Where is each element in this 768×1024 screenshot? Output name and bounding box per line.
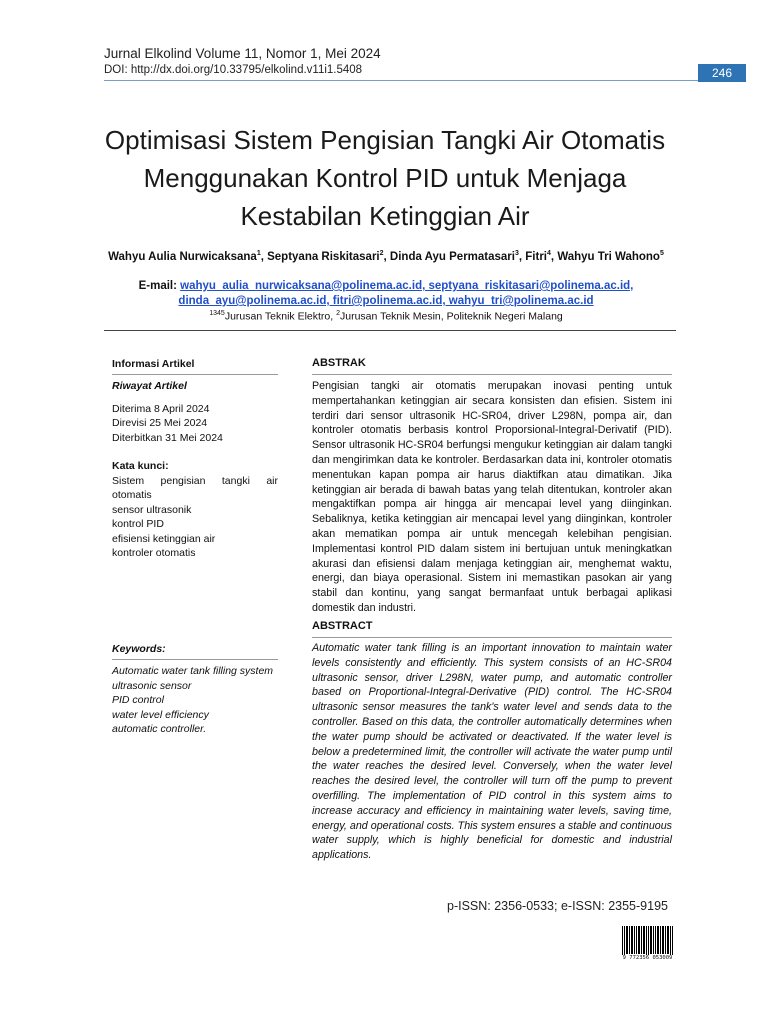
keyword-item: kontrol PID — [112, 518, 164, 530]
email-label: E-mail: — [138, 280, 177, 292]
revised-date: Direvisi 25 Mei 2024 — [112, 417, 208, 429]
keywords-divider — [112, 659, 278, 660]
author-name: Dinda Ayu Permatasari — [389, 250, 515, 263]
barcode-number: 9 772356 053009 — [620, 955, 675, 961]
keywords-id-heading: Kata kunci: — [112, 460, 169, 472]
abstrak-text: Pengisian tangki air otomatis merupakan inovasi penting untuk mempertahankan ketinggian air secara konsisten dan efisien. Sistem ini terdiri dari sensor ultrasonik HC-SR04, driver L298N, pompa air, dan kontroler otomatis berbasis kontrol Proporsional-Integral-Derivatif (PID). Sensor ultrasonik HC-SR04 berfungsi mengukur ketinggian air dalam tangki dan mengirimkan data ke kontroler. Berdasarkan data ini, kontroler otomatis menentukan kapan pompa air harus diaktifkan atau dimatikan. Jika ketinggian air berada di bawah batas yang telah ditentukan, kontroler akan mengaktifkan pompa air hingga air mencapai level yang diinginkan. Sebaliknya, ketika ketinggian air mencapai level yang diinginkan, kontroler akan mematikan pompa air untuk mencegah kelebihan pengisian. Implementasi kontrol PID dalam sistem ini bertujuan untuk meningkatkan akurasi dan efisiensi dalam menjaga ketinggian air, menghemat waktu, energi, dan biaya operasional. Sistem ini memastikan pasokan air yang stabil dan kontinu, yang sangat bermanfaat untuk berbagai aplikasi domestik dan industri. — [312, 380, 672, 614]
keyword-item: water level efficiency — [112, 708, 209, 721]
abstract-text: Automatic water tank filling is an important innovation to maintain water levels consistently and efficiently. This system consists of an HC-SR04 ultrasonic sensor, driver L298N, water pump, and automatic controller based on Proportional-Integral-Derivative (PID) control. The HC-SR04 ultrasonic sensor measures the tank's water level and sends data to the controller. Based on this data, the controller automatically determines when the water pump should be activated or deactivated. If the water level is below a predetermined limit, the controller will activate the water pump until the water reaches the desired level. Conversely, when the water level reaches the desired level, the controller will turn off the pump to prevent overfilling. The implementation of PID control in this system aims to increase accuracy and efficiency in maintaining water levels, saving time, energy, and operational costs. This system ensures a stable and continuous water supply, which is highly beneficial for domestic and industrial applications. — [312, 642, 672, 862]
page-number-badge: 246 — [698, 64, 746, 82]
keywords-en-list — [112, 664, 278, 737]
abstrak-divider — [312, 374, 672, 375]
author-name: Wahyu Tri Wahono — [557, 250, 660, 263]
keyword-item: efisiensi ketinggian air — [112, 532, 216, 545]
article-info-heading: Informasi Artikel — [112, 358, 195, 370]
journal-name: Jurnal Elkolind Volume 11, Nomor 1, Mei 2024 — [104, 46, 381, 61]
author-name: Wahyu Aulia Nurwicaksana — [108, 250, 257, 263]
email-link-line-2[interactable]: dinda_ayu@polinema.ac.id, fitri@polinema.ac.id, wahyu_tri@polinema.ac.id — [178, 295, 594, 307]
email-link-line-1[interactable]: wahyu_aulia_nurwicaksana@polinema.ac.id, septyana_riskitasari@polinema.ac.id, — [180, 280, 634, 292]
abstrak-section — [312, 357, 672, 369]
author-name: Fitri — [525, 250, 548, 263]
issn-text: p-ISSN: 2356-0533; e-ISSN: 2355-9195 — [447, 899, 668, 913]
abstrak-heading: ABSTRAK — [312, 357, 366, 369]
keyword-item: ultrasonic sensor — [112, 679, 192, 692]
author-list: Wahyu Aulia Nurwicaksana$^1$, Septyana Riskitasari$^2$, Dinda Ayu Permatasari$^3$, Fitri$^4$, Wahyu Tri Wahono$^5$ — [108, 250, 664, 263]
published-date: Diterbitkan 31 Mei 2024 — [112, 431, 223, 444]
keyword-item: sensor ultrasonik — [112, 503, 192, 516]
article-info — [112, 357, 278, 372]
keywords-en-heading: Keywords: — [112, 643, 166, 655]
abstract-heading: ABSTRACT — [312, 620, 373, 632]
keyword-item: kontroler otomatis — [112, 547, 196, 559]
received-date: Diterima 8 April 2024 — [112, 402, 210, 415]
section-rule — [104, 330, 676, 331]
history-heading: Riwayat Artikel — [112, 380, 187, 392]
author-name: Septyana Riskitasari — [267, 250, 380, 263]
doi-text: DOI: http://dx.doi.org/10.33795/elkolind.v11i1.5408 — [104, 64, 363, 76]
keyword-item: automatic controller. — [112, 723, 207, 735]
keywords-en — [112, 642, 278, 657]
keyword-item: Automatic water tank filling system — [112, 665, 274, 677]
affiliation: $^{1345}$Jurusan Teknik Elektro, $^2$Jurusan Teknik Mesin, Politeknik Negeri Malang — [209, 310, 563, 323]
abstrak-body — [312, 379, 672, 616]
paper-title: Optimisasi Sistem Pengisian Tangki Air Otomatis Menggunakan Kontrol PID untuk Menjaga Kestabilan Ketinggian Air — [104, 125, 666, 231]
abstract-body — [312, 641, 672, 863]
abstract-divider — [312, 637, 672, 638]
abstract-section — [312, 620, 672, 632]
info-divider — [112, 374, 278, 375]
email-block — [104, 279, 668, 309]
keyword-item: Sistem pengisian tangki air otomatis — [112, 474, 278, 501]
header-divider — [104, 80, 698, 81]
keyword-item: PID control — [112, 694, 164, 706]
article-history — [112, 379, 278, 561]
